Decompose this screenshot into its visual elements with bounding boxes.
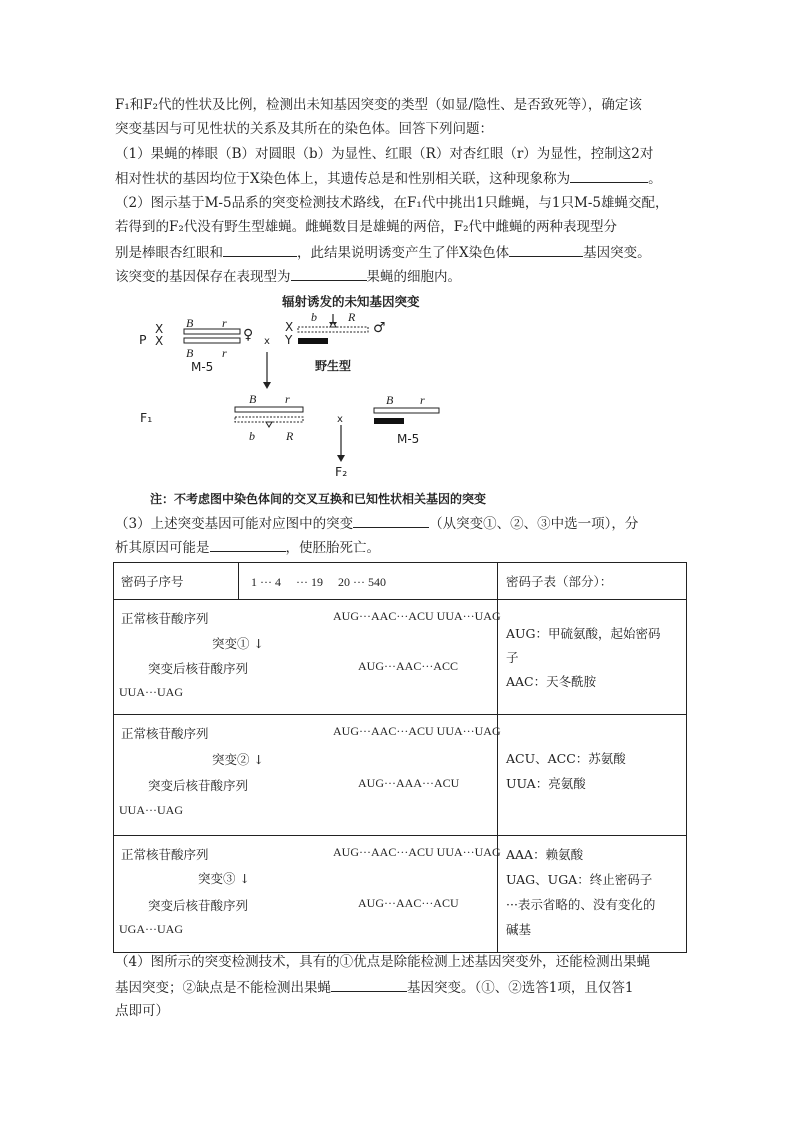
row-1-codon-info — [498, 600, 687, 715]
header-codon-index-label: 密码子序号 — [121, 574, 184, 589]
q2-text-e: 果蝇的细胞内。 — [366, 269, 461, 285]
row-1-info-2: 子 — [506, 650, 519, 665]
p-male-chr-y — [298, 338, 328, 344]
diagram-title: 辐射诱发的未知基因突变 — [282, 294, 420, 309]
f1-to-f2-arrow-head — [337, 455, 345, 462]
f1-label: F₁ — [140, 410, 153, 425]
header-codon-table-label: 密码子表（部分）： — [506, 574, 613, 589]
male-symbol: ♂ — [373, 320, 386, 336]
row-1-info-3: AAC：天冬酰胺 — [506, 674, 597, 689]
q2-text-d: 该突变的基因保存在表现型为 — [115, 269, 291, 285]
codon-table — [113, 562, 687, 953]
row-1-after-seq: AUG···AAC···ACC — [358, 659, 458, 673]
q4-line-3: 点即可） — [115, 1003, 169, 1019]
f2-label: F₂ — [335, 464, 348, 479]
p-male-chr-x — [298, 327, 368, 332]
q2-line-1: （2）图示基于M-5品系的突变检测技术路线，在F₁代中挑出1只雌蝇，与1只M-5雄蝇交配， — [115, 195, 669, 211]
row-2-mutation-label: 突变② ↓ — [212, 752, 264, 767]
mutation-marker-f1 — [266, 422, 272, 427]
row-3-mutation-label: 突变③ ↓ — [198, 871, 250, 886]
row-1-mutation-label: 突变① ↓ — [212, 636, 264, 651]
p-female-chr-2 — [184, 338, 240, 343]
intro-line-2: 突变基因与可见性状的关系及其所在的染色体。回答下列问题： — [115, 121, 493, 137]
q4-line-1: （4）图所示的突变检测技术，具有的①优点是除能检测上述基因突变外，还能检测出果蝇 — [115, 954, 651, 970]
row-2-info-1: ACU、ACC：苏氨酸 — [506, 751, 626, 766]
q4-line-2 — [115, 977, 633, 998]
q2-blank-3[interactable] — [291, 266, 367, 281]
q1-line-1: （1）果蝇的棒眼（B）对圆眼（b）为显性、红眼（R）对杏红眼（r）为显性，控制这2对 — [115, 146, 654, 162]
q3-line-2 — [115, 537, 380, 558]
row-3-after-label: 突变后核苷酸序列 — [148, 898, 249, 913]
f1-male-r: r — [420, 393, 425, 407]
row-2-normal-label: 正常核苷酸序列 — [121, 726, 209, 741]
wild-type-label: 野生型 — [315, 359, 352, 373]
row-1-info-1: AUG：甲硫氨酸，起始密码 — [506, 626, 661, 641]
header-codon-table — [498, 563, 687, 600]
q1-text: 相对性状的基因均位于X染色体上，其遗传总是和性别相关联，这种现象称为 — [115, 171, 571, 187]
q2-line-4 — [115, 266, 461, 287]
header-codon-index — [114, 563, 239, 600]
p-to-f1-arrow-head — [263, 382, 271, 389]
p-male-y: Y — [285, 333, 293, 347]
p-female-r-bottom: r — [222, 346, 227, 360]
p-female-B-bottom: B — [186, 346, 194, 360]
row-3-normal-label: 正常核苷酸序列 — [121, 847, 209, 862]
female-symbol: ♀ — [243, 327, 254, 343]
row-3-info-2: UAG、UGA：终止密码子 — [506, 872, 653, 887]
q4-text-a: 基因突变；②缺点是不能检测出果蝇 — [115, 980, 331, 996]
row-3-tail: UGA···UAG — [119, 922, 183, 936]
q1-end: 。 — [648, 171, 662, 187]
f1-male-m5-label: M-5 — [397, 432, 420, 446]
q2-text-a: 别是棒眼杏红眼和 — [115, 245, 223, 261]
row-3-sequences — [114, 836, 501, 953]
f1-female-chr-1 — [235, 407, 303, 412]
q3-text-d: ，使胚胎死亡。 — [285, 540, 380, 556]
p-male-R: R — [348, 310, 356, 324]
f1-female-b: b — [249, 429, 255, 443]
p-male-x: X — [285, 320, 294, 334]
p-female-m5-label: M-5 — [191, 360, 214, 374]
table-header-row — [114, 563, 687, 600]
diagram-note: 注：不考虑图中染色体间的交叉互换和已知性状相关基因的突变 — [150, 492, 487, 506]
f1-female-B: B — [249, 392, 257, 406]
q3-line-1 — [115, 513, 638, 534]
f1-male-chr-x — [374, 408, 439, 413]
q2-blank-2[interactable] — [509, 242, 583, 257]
q2-line-2: 若得到的F₂代没有野生型雄蝇。雌蝇数目是雄蝇的两倍，F₂代中雌蝇的两种表现型分 — [115, 219, 618, 235]
row-1-tail: UUA···UAG — [119, 685, 183, 699]
p-male-b: b — [311, 310, 317, 324]
q2-line-3 — [115, 242, 651, 263]
q3-blank-2[interactable] — [210, 537, 286, 552]
p-female-x2: X — [155, 334, 164, 348]
p-female-x1: X — [155, 322, 164, 336]
f1-male-chr-y — [374, 418, 404, 424]
row-2-after-seq: AUG···AAA···ACU — [358, 776, 460, 790]
row-1-normal-seq: AUG···AAC···ACU UUA···UAG — [333, 609, 501, 623]
p-label: P — [139, 332, 147, 347]
header-positions-label: 1 ··· 4 ··· 19 20 ··· 540 — [251, 575, 386, 589]
intro-line-1: F₁和F₂代的性状及比例，检测出未知基因突变的类型（如显/隐性、是否致死等），确定该 — [115, 97, 642, 113]
cross-symbol-p: x — [264, 336, 270, 347]
header-positions — [239, 563, 498, 600]
q3-text-a: （3）上述突变基因可能对应图中的突变 — [115, 516, 354, 532]
table-row — [114, 836, 687, 953]
table-row — [114, 600, 687, 715]
row-2-tail: UUA···UAG — [119, 803, 183, 817]
row-3-normal-seq: AUG···AAC···ACU UUA···UAG — [333, 845, 501, 859]
row-1-after-label: 突变后核苷酸序列 — [148, 661, 249, 676]
q4-text-b: 基因突变。（①、②选答1项，且仅答1 — [407, 980, 634, 996]
q3-blank-1[interactable] — [353, 513, 429, 528]
table-row — [114, 715, 687, 836]
f1-female-R: R — [286, 429, 294, 443]
p-female-B-top: B — [186, 316, 194, 330]
row-1-sequences — [114, 600, 501, 715]
row-3-after-seq: AUG···AAC···ACU — [358, 896, 459, 910]
row-3-info-1: AAA：赖氨酸 — [506, 847, 584, 862]
q2-blank-1[interactable] — [223, 242, 297, 257]
q1-line-2 — [115, 168, 662, 189]
p-female-r-top: r — [222, 316, 227, 330]
row-2-sequences — [114, 715, 501, 836]
q1-answer-blank[interactable] — [570, 168, 648, 183]
row-3-info-4: 碱基 — [506, 922, 532, 937]
row-2-after-label: 突变后核苷酸序列 — [148, 778, 249, 793]
cross-symbol-f1: x — [337, 414, 343, 425]
row-2-normal-seq: AUG···AAC···ACU UUA···UAG — [333, 724, 501, 738]
row-2-info-2: UUA：亮氨酸 — [506, 776, 586, 791]
f1-female-r: r — [285, 392, 290, 406]
q2-text-b: ，此结果说明诱变产生了伴X染色体 — [297, 245, 510, 261]
row-3-codon-info — [498, 836, 687, 953]
q2-text-c: 基因突变。 — [583, 245, 651, 261]
q3-text-c: 析其原因可能是 — [115, 540, 210, 556]
q4-blank[interactable] — [331, 977, 407, 992]
row-2-codon-info — [498, 715, 687, 836]
row-1-normal-label: 正常核苷酸序列 — [121, 611, 209, 626]
diagram-lines — [0, 300, 800, 520]
row-3-info-3: ···表示省略的、没有变化的 — [506, 897, 656, 912]
f1-female-chr-2 — [235, 417, 303, 422]
q3-text-b: （从突变①、②、③中选一项），分 — [429, 516, 639, 532]
f1-male-B: B — [386, 393, 394, 407]
